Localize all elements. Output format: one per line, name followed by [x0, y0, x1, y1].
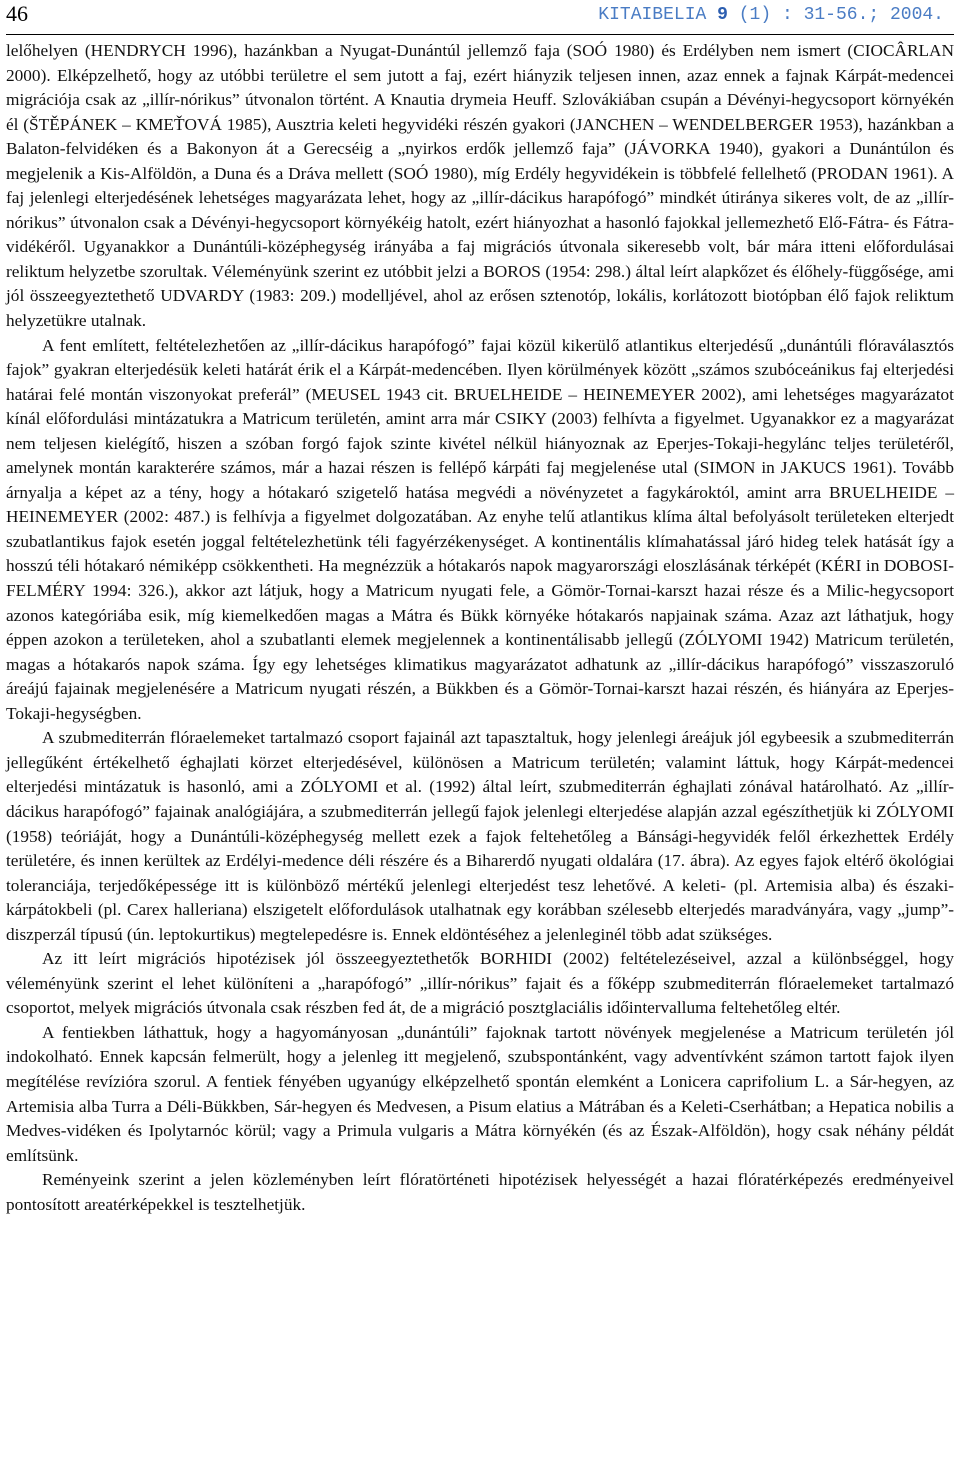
issue-pages: (1) : 31-56.; 2004.	[727, 5, 944, 25]
journal-volume: 9	[717, 5, 728, 25]
page-header	[6, 0, 954, 34]
article-body	[6, 39, 954, 1217]
paragraph-continuation: lelőhelyen (HENDRYCH 1996), hazánkban a Nyugat-Dunántúl jellemző faja (SOÓ 1980) és Erdélyben nem ismert (CIOCÂRLAN 2000). Elképzelhető, hogy az utóbbi területre el sem jutott a faj, ezért hiányzik teljesen innen, azaz ennek a fajnak Kárpát-medencei migrációja csak az „illír-nórikus” útvonalon történt. A Knautia drymeia Heuff. Szlovákiában csupán a Dévényi-hegycsoport környékén él (ŠTĚPÁNEK – KMEŤOVÁ 1985), Ausztria keleti hegyvidéki részén gyakori (JANCHEN – WENDELBERGER 1953), hazánkban a Balaton-felvidéken és a Bakonyon át a Gerecséig a „nyirkos erdők jellemző faja” (JÁVORKA 1940), gyakori a Dunántúlon és megjelenik a Kis-Alföldön, a Duna és a Dráva mellett (SOÓ 1980), míg Erdély hegyvidékein is többfelé fellelhető (PRODAN 1961). A faj jelenlegi elterjedésének lehetséges magyarázata lehet, hogy az „illír-dácikus harapófogó” mindkét útiránya sikeres volt, de az „illír-nórikus” útvonalon csak a Dévényi-hegycsoport környékéig hatolt, ezért hiányozhat a hasonló fajokkal jellemezhető Elő-Fátra- és Fátra-vidékéről. Ugyanakkor a Dunántúli-középhegység irányába a faj migrációs útvonala sikeresebb volt, bár mára itteni előfordulásai reliktum helyzetbe szorultak. Véleményünk szerint ez utóbbit jelzi a BOROS (1954: 298.) által leírt alapkőzet és élőhely-függősége, ami jól összeegyeztethető UDVARDY (1983: 209.) modelljével, ahol az erősen sztenotóp, lokális, korlátozott biotópban élő fajok reliktum helyzetükre utalnak.	[6, 41, 954, 331]
paragraph-borhidi: Az itt leírt migrációs hipotézisek jól összeegyeztethetők BORHIDI (2002) feltételezéseivel, azzal a különbséggel, hogy véleményünk szerint el lehet különíteni a „harapófogó” „illír-nórikus” fajait és a főképp szubmediterrán flóraelemeket tartalmazó csoportot, melyek migrációs útvonala csak részben fed át, de a migráció posztglaciális időintervalluma feltehetőleg eltér.	[6, 949, 954, 1018]
paragraph-spontaneous-species: A fentiekben láthattuk, hogy a hagyományosan „dunántúli” fajoknak tartott növények megjelenése a Matricum területén jól indokolható. Ennek kapcsán felmerült, hogy a jelenleg itt megjelenő, szubspontánként, vagy adventívként számon tartott fajok ilyen megítélése revízióra szorul. A fentiek fényében ugyanúgy elképzelhető spontán elemként a Lonicera caprifolium L. a Sár-hegyen, az Artemisia alba Turra a Déli-Bükkben, Sár-hegyen és Medvesen, a Pisum elatius a Mátrában és a Keleti-Cserhátban; a Hepatica nobilis a Medves-vidéken és Ipolytarnóc körül; vagy a Primula vulgaris a Mátra környékén (és az Észak-Alföldön), hogy csak néhány példát említsünk.	[6, 1022, 954, 1165]
paragraph-conclusion: Reményeink szerint a jelen közleményben leírt flóratörténeti hipotézisek helyességét a hazai flóratérképezés eredményeivel pontosított areatérképekkel is tesztelhetjük.	[6, 1170, 954, 1214]
paragraph-snow-cover: A fent említett, feltételezhetően az „illír-dácikus harapófogó” fajai közül kikerülő atlantikus elterjedésű „dunántúli flóraválasztós fajok” gyakran elterjedésük keleti határát érik el a Kárpát-medencében. Ilyen körülmények között „számos szubóceánikus faj elterjedési határai felé montán viszonyokat preferál” (MEUSEL 1943 cit. BRUELHEIDE – HEINEMEYER 2002), ami lehetséges magyarázatot kínál előfordulási mintázatukra a Matricum területén, amint arra már CSIKY (2003) felhívta a figyelmet. Ugyanakkor ez a magyarázat nem teljesen kielégítő, hiszen a szóban forgó fajok szinte kivétel nélkül hiányoznak az Eperjes-Tokaji-hegylánc teljes területéről, amelynek montán karakterére számos, már a hazai részen is fellépő kárpáti faj megjelenése utal (SIMON in JAKUCS 1961). Tovább árnyalja a képet az a tény, hogy a hótakaró szigetelő hatása megvédi a növényzetet a fagykároktól, amint arra BRUELHEIDE – HEINEMEYER (2002: 487.) is felhívja a figyelmet dolgozatában. Az enyhe telű atlantikus klíma által befolyásolt területeken elterjedt szubatlantikus fajok esetén joggal feltételezhetünk téli fagyérzékenységet. A kontinentális klímahatással járó hideg telek hatását így a hosszú téli hótakaró némiképp csökkentheti. Ha megnézzük a hótakarós napok magyarországi eloszlásának térképét (KÉRI in DOBOSI-FELMÉRY 1994: 326.), akkor azt látjuk, hogy a Matricum nyugati fele, a Gömör-Tornai-karszt hazai része és a Milic-hegycsoport azonos kategóriába esik, míg kiemelkedően magas a Mátra és Bükk környéke hótakarós napjainak száma. Azaz azt láthatjuk, hogy éppen azokon a területeken, ahol a szubatlanti elemek megjelennek a kontinentálisabb jellegű (ZÓLYOMI 1942) Matricum területén, magas a hótakarós napok száma. Így egy lehetséges klimatikus magyarázatot adhatunk az „illír-dácikus harapófogó” visszaszoruló áreájú fajainak megjelenésére a Matricum nyugati részén, a Bükkben és a Gömör-Tornai-karszt hazai részén, és hiányára az Eperjes-Tokaji-hegységben.	[6, 335, 954, 723]
paragraph-submediterranean: A szubmediterrán flóraelemeket tartalmazó csoport fajainál azt tapasztaltuk, hogy jelenlegi áreájuk jól egybeesik a szubmediterrán jellegűként értékelhető éghajlati körzet elterjedésével, különösen a Matricum területén; valamint láttuk, hogy Kárpát-medencei elterjedési mintázatuk is hasonló, ami a ZÓLYOMI et al. (1992) által leírt, szubmediterrán éghajlati zónával határolható. Az „illír-dácikus harapófogó” fajainak analógiájára, a szubmediterrán jellegű fajok jelenlegi elterjedése alapján azzal egészíthetjük ki ZÓLYOMI (1958) teóriáját, hogy a Dunántúli-középhegység mellett ezek a fajok feltehetőleg a Bánsági-hegyvidék felől érkezhettek Erdély területére, és innen kerültek az Erdélyi-medence déli részére és a Biharerdő nyugati oldalára (17. ábra). Az egyes fajok eltérő ökológiai toleranciája, terjedőképessége itt is különböző mértékű jelenlegi elterjedést tesz lehetővé. A keleti- (pl. Artemisia alba) és északi-kárpátokbeli (pl. Carex halleriana) elszigetelt előfordulások utalhatnak egy korábban szélesebb elterjedés maradványára, vagy „jump”-diszperzál típusú (ún. leptokurtikus) megtelepedésre is. Ennek eldöntéséhez a jelenleginél több adat szükséges.	[6, 728, 954, 944]
journal-name: KITAIBELIA	[598, 5, 707, 25]
page-number: 46	[6, 1, 28, 26]
header-rule	[6, 34, 954, 35]
running-head	[598, 2, 944, 28]
